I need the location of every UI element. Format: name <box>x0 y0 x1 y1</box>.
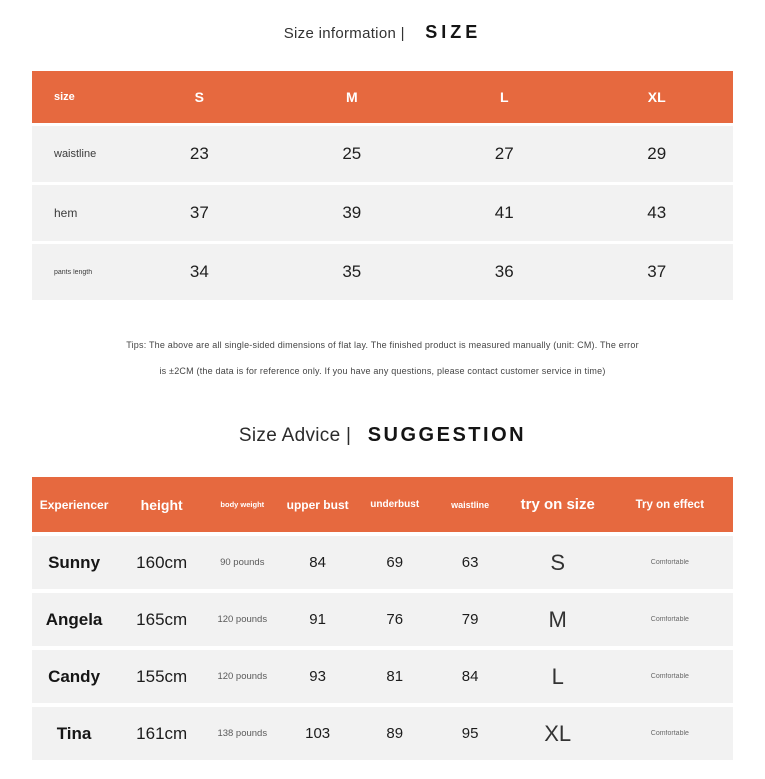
table-cell: 90 pounds <box>220 557 265 568</box>
advice-table-row-angela <box>32 593 733 646</box>
table-cell: 95 <box>461 725 479 742</box>
tips-line-2: is ±2CM (the data is for reference only. If you have any questions, please contact customer service in time) <box>159 366 606 376</box>
table-cell: S <box>550 549 566 575</box>
size-table-row-hem <box>32 185 733 241</box>
measurement-tips <box>0 332 765 384</box>
table-cell: 37 <box>647 262 667 281</box>
table-cell: 37 <box>189 203 209 222</box>
table-cell: 76 <box>386 611 404 628</box>
table-cell: 91 <box>309 611 326 628</box>
table-cell: 79 <box>461 611 479 628</box>
tips-line-1: Tips: The above are all single-sided dimensions of flat lay. The finished product is measured manually (unit: CM). The error <box>126 340 639 350</box>
row-label-cell: hem <box>54 206 78 220</box>
table-cell: 120 pounds <box>217 614 268 625</box>
size-table <box>32 71 733 300</box>
size-advice-title-text: Size Advice | <box>238 425 352 446</box>
table-cell: Candy <box>48 666 101 686</box>
table-cell: 120 pounds <box>217 671 268 682</box>
table-cell: Comfortable <box>650 616 689 623</box>
table-cell: 25 <box>342 144 362 163</box>
table-cell: 69 <box>386 554 404 571</box>
table-cell: 165cm <box>136 609 188 629</box>
size-table-header-l: L <box>499 89 509 105</box>
advice-header-body-weight: body weight <box>220 500 265 509</box>
advice-header-height: height <box>140 496 183 513</box>
table-cell: 23 <box>189 144 209 163</box>
table-cell: 41 <box>494 203 514 222</box>
table-cell: 39 <box>342 203 362 222</box>
table-cell: 103 <box>305 725 331 742</box>
table-cell: 27 <box>494 144 514 163</box>
advice-header-try-on-size: try on size <box>520 496 595 513</box>
advice-header-upper-bust: upper bust <box>286 497 349 512</box>
table-cell: 63 <box>461 554 479 571</box>
table-cell: 43 <box>647 203 667 222</box>
table-cell: Tina <box>56 723 92 743</box>
size-table-row-pants-length <box>32 244 733 300</box>
advice-table-row-candy <box>32 650 733 703</box>
advice-header-underbust: underbust <box>370 499 420 510</box>
table-cell: 34 <box>189 262 209 281</box>
size-advice-title-caps: SUGGESTION <box>367 424 527 446</box>
table-cell: 155cm <box>136 666 188 686</box>
advice-table-header-row <box>32 477 733 532</box>
size-info-title-text: Size information | <box>283 25 405 42</box>
table-cell: 93 <box>309 668 326 685</box>
size-table-header-xl: XL <box>647 89 666 105</box>
size-table-header-m: M <box>345 89 358 105</box>
table-cell: 81 <box>386 668 404 685</box>
table-cell: 89 <box>386 725 404 742</box>
table-cell: Comfortable <box>650 730 689 737</box>
size-info-title <box>0 22 765 43</box>
table-cell: Comfortable <box>650 559 689 566</box>
row-label-cell: waistline <box>54 148 97 160</box>
row-label-cell: pants length <box>54 268 93 276</box>
advice-table-row-tina <box>32 707 733 760</box>
table-cell: 138 pounds <box>217 728 268 739</box>
table-cell: 36 <box>494 262 514 281</box>
size-table-row-waistline <box>32 126 733 182</box>
table-cell: Angela <box>45 609 103 629</box>
size-advice-table <box>32 477 733 760</box>
table-cell: 161cm <box>136 723 188 743</box>
table-cell: XL <box>544 720 572 746</box>
size-table-header-size: size <box>54 91 75 103</box>
table-cell: 29 <box>647 144 667 163</box>
advice-header-experiencer: Experiencer <box>39 497 109 512</box>
table-cell: L <box>551 663 564 689</box>
size-advice-title <box>0 424 765 447</box>
advice-header-try-on-effect: Try on effect <box>635 498 705 511</box>
table-cell: Comfortable <box>650 673 689 680</box>
table-cell: 35 <box>342 262 362 281</box>
size-info-title-caps: SIZE <box>425 22 482 42</box>
table-cell: 84 <box>309 554 326 571</box>
advice-table-row-sunny <box>32 536 733 589</box>
table-cell: Sunny <box>48 552 101 572</box>
table-cell: 84 <box>461 668 479 685</box>
table-cell: 160cm <box>136 552 188 572</box>
advice-header-waistline: waistline <box>451 499 490 510</box>
size-table-header-s: S <box>194 89 205 105</box>
size-table-header-row <box>32 71 733 123</box>
table-cell: M <box>548 606 567 632</box>
